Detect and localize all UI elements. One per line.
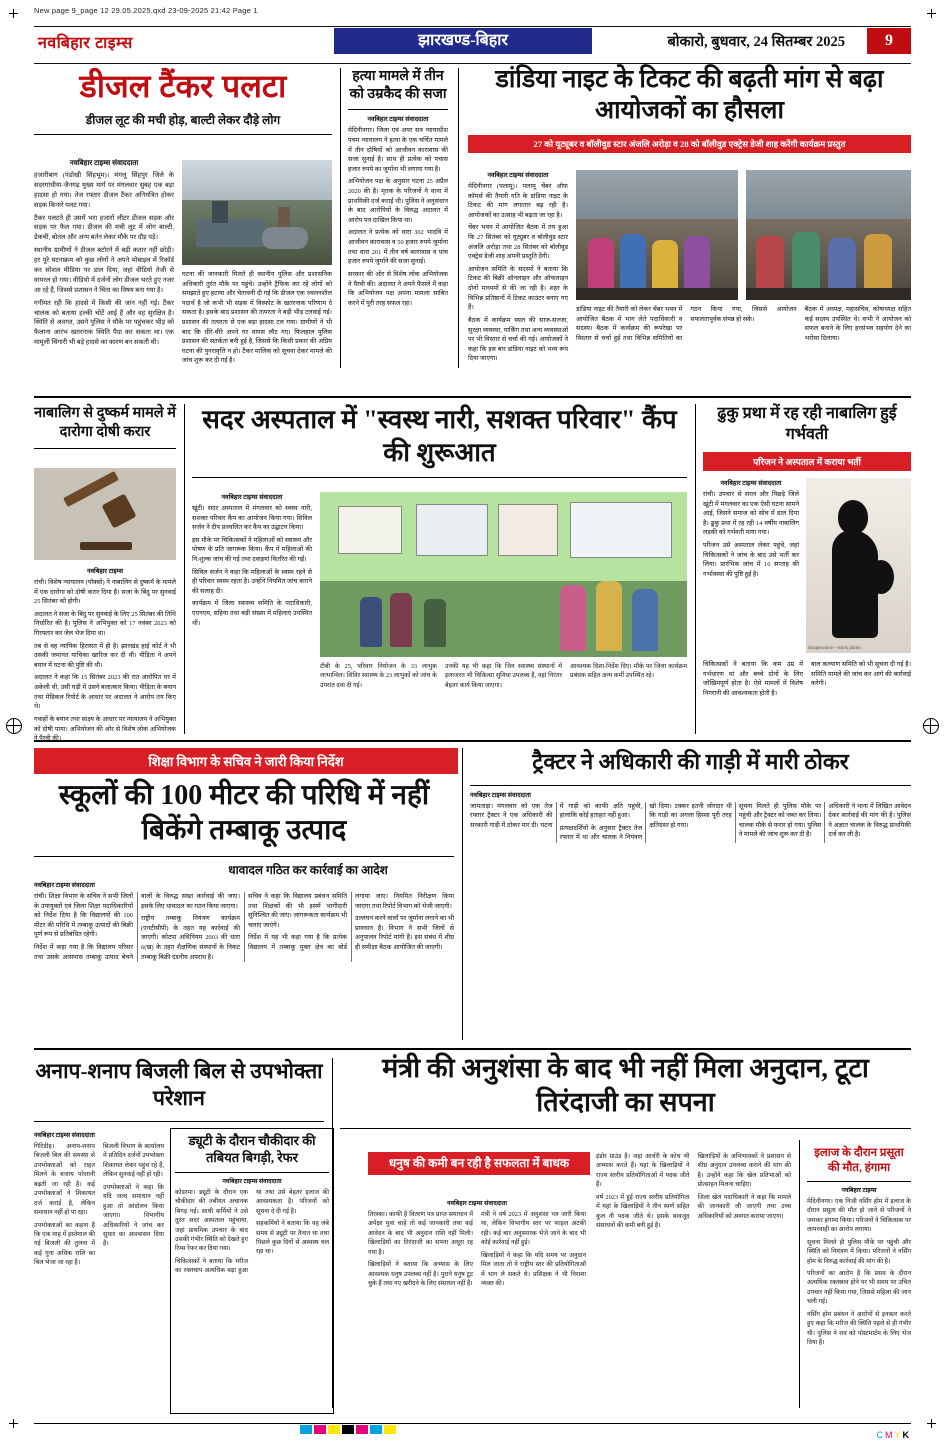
para: निर्देश में कहा गया है कि विद्यालय परिसर तथा उसके आसपास तम्बाकू उत्पाद बेचने वालों के विरुद्ध सख्त कार्रवाई की जाए। इसके लिए धावादल का गठन किया जाएगा। bbox=[34, 893, 240, 961]
article-pocso bbox=[34, 404, 176, 449]
byline-murder: नवबिहार टाइम्स संवाददाता bbox=[367, 116, 429, 124]
para: नर्सिंग होम प्रबंधन ने आरोपों से इनकार करते हुए कहा कि मरीज की स्थिति पहले से ही गंभीर थी। पुलिस ने शव को पोस्टमार्टम के लिए भेज दिया है। bbox=[807, 1310, 911, 1346]
archery-body bbox=[368, 1198, 586, 1292]
para: चिकित्सकों ने बताया कि कम उम्र में गर्भधारण मां और बच्चे दोनों के लिए जोखिमपूर्ण होता है। ऐसे मामलों में विशेष निगरानी की आवश्यकता होती है। bbox=[703, 661, 803, 697]
article-health-camp bbox=[192, 404, 687, 478]
print-slug: New page 9_page 12 29.05.2025.qxd 23-09-2025 21:42 Page 1 bbox=[34, 6, 258, 15]
para: चेंबर भवन में आयोजित बैठक में तय हुआ कि 27 सितंबर को यूट्यूबर व बॉलीवुड स्टार अंजलि अरोड़ा तथा 28 सितंबर को बॉलीवुड एक्ट्रेस डेजी शाह अपनी प्रस्तुति देंगी। bbox=[468, 224, 568, 261]
para: जामताड़ा। मंगलवार को एक तेज रफ्तार ट्रैक्टर ने एक अधिकारी की सरकारी गाड़ी में ठोकर मार दी। घटना में गाड़ी को काफी क्षति पहुंची, हालांकि कोई हताहत नहीं हुआ। bbox=[470, 802, 643, 829]
para: कार्यक्रम में जिला स्वास्थ्य समिति के पदाधिकारी, एएनएम, सहिया तथा बड़ी संख्या में महिलाएं उपस्थित थीं। bbox=[192, 600, 312, 627]
para: परिजन उसे अस्पताल लेकर पहुंचे, जहां चिकित्सकों ने जांच के बाद उसे भर्ती कर लिया। प्रारंभिक जांच में 16 सप्ताह की गर्भावस्था की पुष्टि हुई है। bbox=[703, 542, 799, 578]
headline-pocso: नाबालिग से दुष्कर्म मामले में दारोगा दोषी करार bbox=[34, 405, 176, 440]
crop-mark-top-left bbox=[9, 9, 18, 18]
para: निर्देश में यह भी कहा गया है कि प्रत्येक विद्यालय में तम्बाकू मुक्त क्षेत्र का बोर्ड लगाया जाए। नियमित निरीक्षण किया जाएगा तथा रिपोर्ट विभाग को भेजी जाएगी। bbox=[248, 893, 454, 952]
para: मेदिनीनगर। जिला एवं अपर सत्र न्यायाधीश पंचम न्यायालय ने हत्या के एक चर्चित मामले में तीन दोषियों को आजीवन कारावास की सजा सुनाई है। साथ ही प्रत्येक को पचास हजार रुपये का जुर्माना भी लगाया गया है। bbox=[348, 127, 448, 173]
photo-watermark: imagesource - stock photo bbox=[808, 646, 861, 651]
byline-pocso: नवबिहार टाइम्स bbox=[86, 568, 124, 575]
article-archery-grant bbox=[340, 1052, 911, 1129]
dhuku-body bbox=[703, 478, 799, 582]
para: जिला खेल पदाधिकारी ने कहा कि मामले की जानकारी ली जाएगी तथा उच्च अधिकारियों को अवगत कराया जाएगा। bbox=[697, 1193, 791, 1220]
dandiya-red-strip: 27 को यूट्यूबर व बॉलीवुड स्टार अंजलि अरोड़ा व 28 को बॉलीवुड एक्ट्रेस डेजी शाह करेंगी कार्यक्रम प्रस्तुत bbox=[468, 135, 911, 153]
para: सरकार की ओर से विशेष लोक अभियोजक ने पैरवी की। अदालत ने अपने फैसले में कहा कि अभियोजन पक्ष अपना मामला साबित करने में पूरी तरह सफल रहा। bbox=[348, 270, 448, 307]
dandiya-captions bbox=[576, 305, 911, 343]
para: गनीमत रही कि हादसे में किसी की जान नहीं गई। टैंकर चालक को बताया हल्की चोटें आई हैं और वह सुरक्षित है। स्थिति से अवगत, उसने पुलिस ने मौके पर पहुंचकर भीड़ को फैलाना आरंभ खतरनाक स्थिति पैदा कर सकता था। एक मामूली चिंगारी भी बड़े हादसे का कारण बन सकती थी। bbox=[34, 299, 174, 347]
para: गिरिडीह। अनाप-शनाप बिजली बिल की समस्या से उपभोक्ताओं को राहत मिलने के बजाय परेशानी बढ़ती जा रही है। कई उपभोक्ताओं ने शिकायत दर्ज कराई है, लेकिन समाधान नहीं हो पा रहा। bbox=[34, 1143, 95, 1217]
dateline: बोकारो, बुधवार, 24 सितम्बर 2025 bbox=[667, 34, 845, 50]
photo-gavel bbox=[34, 468, 176, 560]
article-diesel-tanker bbox=[34, 68, 332, 135]
para: तब से वह न्यायिक हिरासत में ही है। झारखंड हाई कोर्ट ने भी उसकी जमानत याचिका खारिज कर दी थी। पीड़िता ने अपने बयान में घटना की पुष्टि की थी। bbox=[34, 642, 176, 669]
band-education-directive: शिक्षा विभाग के सचिव ने जारी किया निर्देश bbox=[34, 748, 458, 774]
caption-text: बैठक में अध्यक्ष, महासचिव, कोषाध्यक्ष सहित कई सदस्य उपस्थित थे। सभी ने आयोजन को सफल बनाने के लिए हरसंभव सहयोग देने का भरोसा दिलाया। bbox=[804, 306, 911, 342]
headline-electricity-bill: अनाप-शनाप बिजली बिल से उपभोक्ता परेशान bbox=[35, 1059, 323, 1111]
para: खिलाड़ियों के अभिभावकों ने प्रशासन से शीघ्र अनुदान उपलब्ध कराने की मांग की है। उन्होंने कहा कि खेल प्रतिभाओं को प्रोत्साहन मिलना चाहिए। bbox=[697, 1153, 791, 1189]
article-tractor-collision bbox=[470, 748, 911, 843]
dhuku-subbox: परिजन ने अस्पताल में कराया भर्ती bbox=[703, 452, 911, 471]
byline-health-camp: नवबिहार टाइम्स संवाददाता bbox=[221, 494, 283, 501]
para: रांची। विशेष न्यायालय (पॉक्सो) ने नाबालिग से दुष्कर्म के मामले में एक दारोगा को दोषी करार दिया है। सजा के बिंदु पर सुनवाई 25 सितंबर को होगी। bbox=[34, 579, 176, 606]
para: खिलाड़ियों ने बताया कि अभ्यास के लिए आवश्यक धनुष उपलब्ध नहीं है। पुराने धनुष टूट चुके हैं तथा नए खरीदने के लिए संसाधन नहीं हैं। bbox=[368, 1261, 473, 1288]
para: चिकित्सकों ने बताया कि मरीज का रक्तचाप अत्यधिक बढ़ा हुआ था तथा उसे बेहतर इलाज की आवश्यकता है। परिजनों को सूचना दे दी गई है। bbox=[175, 1188, 329, 1275]
diesel-photo-caption bbox=[182, 270, 332, 369]
para: बैठक में कार्यक्रम स्थल की साज-सज्जा, सुरक्षा व्यवस्था, पार्किंग तथा अन्य व्यवस्थाओं पर भी विस्तार से चर्चा की गई। आयोजकों ने कहा कि इस बार डांडिया नाइट को भव्य रूप दिया जाएगा। bbox=[468, 316, 568, 363]
byline-tractor: नवबिहार टाइम्स संवाददाता bbox=[470, 791, 531, 799]
para: मेदिनीनगर (पलामू)। पलामू चेंबर ऑफ कॉमर्स की तैयारी गति के डांडिया नाइट के टिकट की मांग लगातार बढ़ रही है। आयोजकों का उत्साह भी बढ़ता जा रहा है। bbox=[468, 183, 568, 219]
archery-body-2 bbox=[596, 1152, 791, 1231]
para: अधिकारी ने थाना में लिखित आवेदन देकर कार्रवाई की मांग की है। पुलिस ने अज्ञात चालक के विरुद्ध प्राथमिकी दर्ज कर ली है। bbox=[828, 802, 911, 839]
dandiya-body bbox=[468, 170, 568, 367]
page-number: 9 bbox=[867, 28, 911, 54]
photo-diesel-tanker bbox=[182, 160, 332, 265]
health-camp-captions bbox=[320, 662, 687, 690]
color-swatch-strip bbox=[300, 1425, 396, 1434]
byline-electricity: नवबिहार टाइम्स संवाददाता bbox=[34, 1132, 95, 1139]
para: अदालत ने प्रत्येक को धारा 302 भादवि में आजीवन कारावास व 50 हजार रुपये जुर्माना तथा धारा 201 में तीन वर्ष कारावास व पांच हजार रुपये जुर्माने की सजा सुनाई। bbox=[348, 229, 448, 266]
para: खूंटी। सदर अस्पताल में मंगलवार को स्वस्थ नारी, सशक्त परिवार कैंप का आयोजन किया गया। सिविल सर्जन ने दीप प्रज्वलित कर कैंप का उद्घाटन किया। bbox=[192, 505, 312, 532]
subhead-diesel-tanker: डीजल लूट की मची होड़, बाल्टी लेकर दौड़े लोग bbox=[85, 112, 281, 127]
para: इंडोर ग्राउंड है। जहां आर्चरी के कोच भी अभ्यास करते हैं। यहां के खिलाड़ियों ने राज्य स्तरीय प्रतियोगिताओं में पदक जीते हैं। bbox=[596, 1153, 690, 1189]
para: सहकर्मियों ने बताया कि वह लंबे समय से ड्यूटी पर तैनात था तथा पिछले कुछ दिनों से अस्वस्थ चल रहा था। bbox=[256, 1220, 329, 1256]
para: मेदिनीनगर। एक निजी नर्सिंग होम में इलाज के दौरान प्रसूता की मौत हो जाने से परिजनों ने जमकर हंगामा किया। परिजनों ने चिकित्सक पर लापरवाही का आरोप लगाया। bbox=[807, 1197, 911, 1234]
para: उपभोक्ताओं का कहना है कि एक माह में इस्तेमाल की गई बिजली की तुलना में कई गुना अधिक राशि का बिल भेजा जा रहा है। bbox=[34, 1221, 95, 1267]
boxed-article-chowkidar bbox=[170, 1128, 334, 1414]
para: इस मौके पर चिकित्सकों ने महिलाओं को स्वास्थ्य और पोषण के प्रति जागरूक किया। कैंप में महिलाओं की नि:शुल्क जांच की गई तथा दवाइयां वितरित की गईं। bbox=[192, 536, 312, 564]
headline-health-camp: सदर अस्पताल में "स्वस्थ नारी, सशक्त परिवार" कैंप की शुरूआत bbox=[202, 405, 677, 467]
subhead-tobacco-ban: धावादल गठित कर कार्रवाई का आदेश bbox=[228, 863, 388, 877]
headline-dandiya: डांडिया नाइट के टिकट की बढ़ती मांग से बढ़ा आयोजकों का हौसला bbox=[495, 66, 884, 125]
byline-maternal-death: नवबिहार टाइम्स bbox=[841, 1186, 877, 1194]
article-electricity-bill bbox=[34, 1058, 324, 1122]
pocso-body bbox=[34, 566, 176, 747]
edition-band: झारखण्ड-बिहार bbox=[334, 28, 592, 54]
crop-mark-bottom-right bbox=[927, 1419, 936, 1428]
para: सूचना मिलते ही पुलिस मौके पर पहुंची और स्थिति को नियंत्रण में किया। परिजनों ने नर्सिंग होम के विरुद्ध कार्रवाई की मांग की है। bbox=[807, 1238, 911, 1265]
para: अदालत ने कहा कि 15 सितंबर 2023 की रात आरोपित घर में अकेली थी, उसी घड़ी में उसने बलात्कार किया। पीड़िता के बयान तथा मेडिकल रिपोर्ट के आधार पर अदालत ने आरोप तय किए थे। bbox=[34, 674, 176, 711]
byline-dhuku: नवबिहार टाइम्स संवाददाता bbox=[720, 480, 782, 487]
article-tobacco-ban bbox=[34, 778, 454, 878]
para: रांची। उपचार से सरल और पिछड़े जिले खूंटी में मंगलवार का एक ऐसी घटना सामने आई, जिसने समाज को सोच में डाल दिया है। ढुकु प्रथा में रह रही 14 वर्षीय नाबालिग लड़की को गर्भवती पाया गया। bbox=[703, 491, 799, 537]
byline-chowkidar: नवबिहार टाइम्स संवाददाता bbox=[222, 1177, 282, 1185]
byline-dandiya: नवबिहार टाइम्स संवाददाता bbox=[487, 172, 549, 179]
para: गवाहों के बयान तथा साक्ष्य के आधार पर न्यायालय ने अभियुक्त को दोषी पाया। अभियोजन की ओर से विशेष लोक अभियोजक ने पैरवी की। bbox=[34, 715, 176, 743]
para: मंत्री ने वर्ष 2023 में अनुशंसा पत्र जारी किया था, लेकिन विभागीय स्तर पर फाइल अटकी रही। कई बार अनुस्मारक भेजे जाने के बाद भी कोई कार्रवाई नहीं हुई। bbox=[481, 1211, 586, 1247]
masthead-rule-top bbox=[34, 26, 911, 27]
crop-mark-top-right bbox=[927, 9, 936, 18]
para: हजारीबाग (पंडोखी सिंहभूम)। मंगलू सिंहपुर जिले के सदरगांधीया-जैनगढ़ मुख्य मार्ग पर मंगलवार सुबह एक बड़ा हादसा हो गया। तेज रफ्तार डीजल टैंकर अनियंत्रित होकर सड़क किनारे पलट गया। bbox=[34, 172, 174, 209]
caption-text: उनकी यह भी कहा कि जिन स्वास्थ्य संस्थानों में इलाजरत भी चिकित्सा सुविधा उपलब्ध है, वहां निरंतर बेहतर कार्य किया जाएगा। bbox=[445, 663, 562, 689]
headline-archery-grant: मंत्री की अनुशंसा के बाद भी नहीं मिला अनुदान, टूटा तिरंदाजी का सपना bbox=[382, 1053, 869, 1117]
para: सूचना मिलते ही पुलिस मौके पर पहुंची और ट्रैक्टर को जब्त कर लिया। चालक मौके से फरार हो गया। पुलिस ने मामले की जांच शुरू कर दी है। bbox=[738, 802, 822, 839]
para: टैंकर पलटते ही उसमें भरा हजारों लीटर डीजल सड़क और सड़क पर फैल गया। डीजल की मची लूट में लोग बाल्टी, डेकची, बोतल और अन्य बर्तन लेकर मौके पर दौड़ पड़े। bbox=[34, 214, 174, 242]
headline-chowkidar: ड्यूटी के दौरान चौकीदार की तबियत बिगड़ी, रेफर bbox=[188, 1133, 316, 1165]
byline-diesel: नवबिहार टाइम्स संवाददाता bbox=[69, 159, 139, 167]
headline-maternal-death: इलाज के दौरान प्रसूता की मौत, हंगामा bbox=[814, 1147, 904, 1174]
byline-archery: नवबिहार टाइम्स संवाददाता bbox=[446, 1200, 508, 1207]
dhuku-body-cont bbox=[703, 660, 911, 698]
photo-health-camp bbox=[320, 492, 687, 657]
electricity-body bbox=[34, 1130, 164, 1268]
registration-mark-left bbox=[6, 718, 22, 734]
photo-silhouette-pregnant bbox=[806, 478, 911, 653]
registration-mark-right bbox=[923, 718, 939, 734]
headline-murder-sentence: हत्या मामले में तीन को उम्रकैद की सजा bbox=[349, 69, 447, 103]
para: उपभोक्ताओं ने कहा कि यदि जल्द समाधान नहीं हुआ तो आंदोलन किया जाएगा। विभागीय अधिकारियों ने जांच कर सुधार का आश्वासन दिया है। bbox=[103, 1183, 164, 1248]
caption-text: आवश्यक दिशा-निर्देश दिए। मौके पर जिला कार्यक्रम प्रबंधक सहित अन्य कर्मी उपस्थित रहे। bbox=[570, 663, 687, 680]
article-murder-sentence bbox=[348, 68, 448, 311]
para: प्रत्यक्षदर्शियों के अनुसार ट्रैक्टर तेज रफ्तार में था और चालक ने नियंत्रण खो दिया। टक्कर इतनी जोरदार थी कि गाड़ी का अगला हिस्सा पूरी तरह क्षतिग्रस्त हो गया। bbox=[559, 802, 732, 842]
para: उल्लंघन करने वालों पर जुर्माना लगाने का भी प्रावधान है। विभाग ने सभी जिलों से अनुपालन रिपोर्ट मांगी है। इस संबंध में शीघ्र ही समीक्षा बैठक आयोजित की जाएगी। bbox=[355, 915, 454, 952]
para: कोडरमा। ड्यूटी के दौरान एक चौकीदार की तबीयत अचानक बिगड़ गई। साथी कर्मियों ने उसे तुरंत सदर अस्पताल पहुंचाया, जहां प्राथमिक उपचार के बाद उसकी गंभीर स्थिति को देखते हुए रिम्स रेफर कर दिया गया। bbox=[175, 1188, 248, 1253]
para: सचिव ने कहा कि विद्यालय प्रबंधन समिति तथा शिक्षकों की भी इसमें भागीदारी सुनिश्चित की जाए। जागरूकता कार्यक्रम भी चलाए जाएंगे। bbox=[248, 893, 347, 929]
para: बिजली विभाग के कार्यालय में प्रतिदिन दर्जनों उपभोक्ता शिकायत लेकर पहुंच रहे हैं, लेकिन सुनवाई नहीं हो रही। bbox=[103, 1143, 164, 1179]
crop-mark-bottom-left bbox=[9, 1419, 18, 1428]
headline-tractor-collision: ट्रैक्टर ने अधिकारी की गाड़ी में मारी ठोकर bbox=[532, 749, 849, 774]
paper-name: नवबिहार टाइम्स bbox=[38, 35, 133, 52]
para: तिरस्का। काफी है वितरण पत्र प्राप्त समाधान में अपेक्षा युवा चाहे तो कई जानकारी तथा कई आवेदन के बाद भी अनुदान राशि नहीं मिली। खिलाड़ियों का तिरंदाजी का सपना अधूरा रह गया है। bbox=[368, 1211, 473, 1256]
caption-text: टीबी के 25, परिवार नियोजन के 33 लाभुक लाभान्वित। शिविर स्वास्थ्य के 23 लाभुकों को जांच के उपरांत दवा दी गई। bbox=[320, 663, 437, 689]
photo-dandiya-meeting-2 bbox=[746, 170, 911, 300]
tobacco-body bbox=[34, 880, 454, 962]
para: वर्ष 2023 में हुई राज्य स्तरीय प्रतियोगिता में यहां के खिलाड़ियों ने तीन स्वर्ण सहित कुल नौ पदक जीते थे। इसके बावजूद संसाधनों की कमी बनी हुई है। bbox=[596, 1193, 690, 1230]
headline-tobacco-ban: स्कूलों की 100 मीटर की परिधि में नहीं बिकेंगे तम्बाकू उत्पाद bbox=[58, 780, 430, 846]
para: स्थानीय ग्रामीणों ने डीजल बटोरने में बड़ी कतार नहीं छोड़ी। हर पूरे घटनाक्रम को कुछ लोगों ने अपने मोबाइल में रिकॉर्ड कर सोशल मीडिया पर डाल दिया, जहां वीडियो तेजी से वायरल हो गया। वीडियो में दर्जनों लोग डीजल भरते हुए नजर आ रहे हैं, जिससे प्रशासन ने चिंता का विषय बना गया है। bbox=[34, 247, 174, 294]
para: अदालत ने सजा के बिंदु पर सुनवाई के लिए 25 सितंबर की तिथि निर्धारित की है। पुलिस ने अभियुक्त को 17 नवंबर 2023 को गिरफ्तार कर जेल भेज दिया था। bbox=[34, 610, 176, 638]
band-bow-shortage: धनुष की कमी बन रही है सफलता में बाधक bbox=[368, 1152, 590, 1175]
byline-tobacco: नवबिहार टाइम्स संवाददाता bbox=[34, 882, 95, 889]
para: आयोजन समिति के सदस्यों ने बताया कि टिकट की बिक्री ऑनलाइन और ऑफलाइन दोनों माध्यमों से की जा रही है। शहर के विभिन्न प्रतिष्ठानों में टिकट काउंटर बनाए गए हैं। bbox=[468, 265, 568, 312]
para: परिजनों का आरोप है कि प्रसव के दौरान अत्यधिक रक्तस्राव होने पर भी समय पर उचित उपचार नहीं किया गया, जिससे महिला की जान चली गई। bbox=[807, 1269, 911, 1306]
caption-text: घटना की जानकारी मिलते ही स्थानीय पुलिस और प्रशासनिक अधिकारी तुरंत मौके पर पहुंचे। उन्होंने ट्रैफिक कर रहे लोगों को समझाते हुए हटाया और चेतावनी दी गई कि डीजल एक ज्वलनशील पदार्थ है जो कभी भी सड़क में विस्फोट के खतरनाक परिणाम दे सकता है। इसके बाद प्रशासन की तत्परता ने बड़ी भीड़ टलवाई गई। प्रशासन की तत्परता से एक बड़ा हादसा टल गया। ग्रामीणों ने भी बाद कि धीरे-धीरे अपने घर वापस लौट गए। फिलहाल पुलिस प्रशासन की सतर्कता बनी हुई है, जिससे कि किसी प्रकार की अप्रिय घटना की पुनरावृत्ति न हो। टैंकर मालिक को सूचना देकर मामले की जांच शुरू कर दी गई है। bbox=[182, 271, 332, 365]
article-maternal-death bbox=[807, 1146, 911, 1350]
para: खिलाड़ियों ने कहा कि यदि समय पर अनुदान मिल जाता तो वे राष्ट्रीय स्तर की प्रतियोगिताओं में भाग ले सकते थे। प्रशिक्षक ने भी निराशा व्यक्त की। bbox=[481, 1251, 586, 1288]
article-dandiya bbox=[468, 64, 911, 153]
photo-dandiya-meeting-1 bbox=[576, 170, 738, 300]
headline-diesel-tanker: डीजल टैंकर पलटा bbox=[79, 68, 287, 104]
para: सिविल सर्जन ने कहा कि महिलाओं के स्वस्थ रहने से ही परिवार स्वस्थ रहता है। उन्होंने नियमित जांच कराने की सलाह दी। bbox=[192, 568, 312, 595]
para: रांची। शिक्षा विभाग के सचिव ने सभी जिलों के उपायुक्तों एवं जिला शिक्षा पदाधिकारियों को निर्देश दिया है कि विद्यालयों की 100 मीटर की परिधि में तम्बाकू उत्पादों की बिक्री पूर्ण रूप से प्रतिबंधित रहेगी। bbox=[34, 893, 133, 939]
para: राष्ट्रीय तम्बाकू नियंत्रण कार्यक्रम (एनटीसीपी) के तहत यह कार्रवाई की जाएगी। कोटपा अधिनियम 2003 की धारा 6(ख) के तहत शैक्षणिक संस्थानों के निकट तम्बाकू बिक्री दंडनीय अपराध है। bbox=[141, 915, 240, 961]
health-camp-body bbox=[192, 492, 312, 631]
masthead bbox=[34, 26, 911, 60]
article-dhuku bbox=[703, 404, 911, 471]
cmyk-marker: CMYK bbox=[876, 1430, 911, 1440]
para: अभियोजन पक्ष के अनुसार घटना 25 अप्रैल 2020 की है। मृतक के परिजनों ने थाना में प्राथमिकी दर्ज कराई थी। पुलिस ने अनुसंधान के बाद आरोपियों के विरुद्ध अदालत में आरोप पत्र दाखिल किया था। bbox=[348, 178, 448, 224]
caption-text: डांडिया नाइट की तैयारी को लेकर चेंबर भवन में आयोजित बैठक में भाग लेते पदाधिकारी व सदस्य। बैठक में कार्यक्रम की रूपरेखा पर विस्तार से चर्चा हुई तथा विभिन्न समितियों का गठन किया गया, जिससे आयोजन सफलतापूर्वक संपन्न हो सके। bbox=[576, 306, 797, 342]
headline-dhuku: ढुकु प्रथा में रह रही नाबालिग हुई गर्भवती bbox=[717, 405, 897, 443]
para: बाल कल्याण समिति को भी सूचना दी गई है। समिति मामले की जांच कर आगे की कार्रवाई करेगी। bbox=[811, 661, 911, 688]
diesel-body-left bbox=[34, 158, 174, 351]
